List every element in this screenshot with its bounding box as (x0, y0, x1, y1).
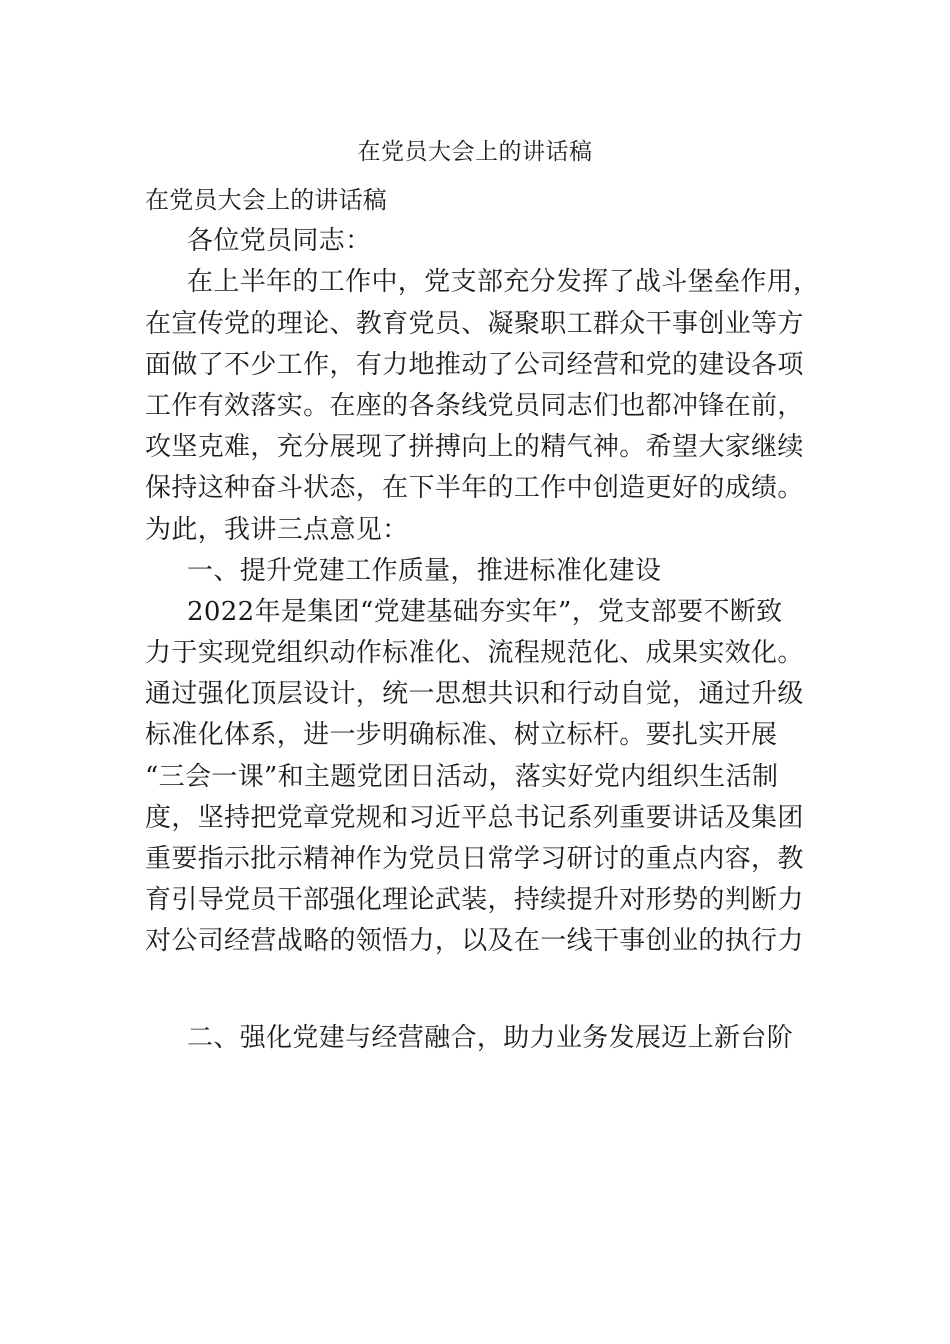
paragraph-line: 保持这种奋斗状态，在下半年的工作中创造更好的成绩。 (145, 473, 804, 504)
paragraph-line: 对公司经营战略的领悟力，以及在一线干事创业的执行力 (145, 926, 804, 957)
paragraph-line: 工作有效落实。在座的各条线党员同志们也都冲锋在前， (145, 390, 804, 421)
paragraph-line: 为此，我讲三点意见： (145, 514, 409, 545)
paragraph-line: 重要指示批示精神作为党员日常学习研讨的重点内容，教 (145, 844, 804, 874)
paragraph-line: 在上半年的工作中，党支部充分发挥了战斗堡垒作用， (187, 267, 820, 298)
paragraph-line: 标准化体系，进一步明确标准、树立标杆。要扎实开展 (145, 720, 778, 751)
section-heading-2: 二、强化党建与经营融合，助力业务发展迈上新台阶 (187, 1022, 794, 1053)
salutation: 各位党员同志： (187, 226, 372, 257)
paragraph-line: 通过强化顶层设计，统一思想共识和行动自觉，通过升级 (145, 679, 804, 710)
paragraph-line: 2022年是集团“党建基础夯实年”，党支部要不断致 (187, 596, 783, 627)
paragraph-section-1 (145, 592, 809, 963)
paragraph-line: 在宣传党的理论、教育党员、凝聚职工群众干事创业等方 (145, 308, 804, 339)
section-spacer (145, 963, 809, 1018)
section-heading-1: 一、提升党建工作质量，推进标准化建设 (187, 555, 662, 586)
document-title: 在党员大会上的讲话稿 (357, 139, 593, 165)
document-subtitle: 在党员大会上的讲话稿 (145, 186, 387, 214)
paragraph-line: 攻坚克难，充分展现了拼搏向上的精气神。希望大家继续 (145, 432, 804, 463)
paragraph-intro (145, 262, 820, 550)
paragraph-line: “三会一课”和主题党团日活动，落实好党内组织生活制 (145, 761, 779, 792)
paragraph-line: 力于实现党组织动作标准化、流程规范化、成果实效化。 (145, 638, 804, 669)
paragraph-line: 育引导党员干部强化理论武装，持续提升对形势的判断力 (145, 885, 804, 916)
paragraph-line: 度，坚持把党章党规和习近平总书记系列重要讲话及集团 (145, 802, 804, 833)
document-body (145, 180, 820, 1059)
paragraph-line: 面做了不少工作，有力地推动了公司经营和党的建设各项 (145, 349, 804, 380)
